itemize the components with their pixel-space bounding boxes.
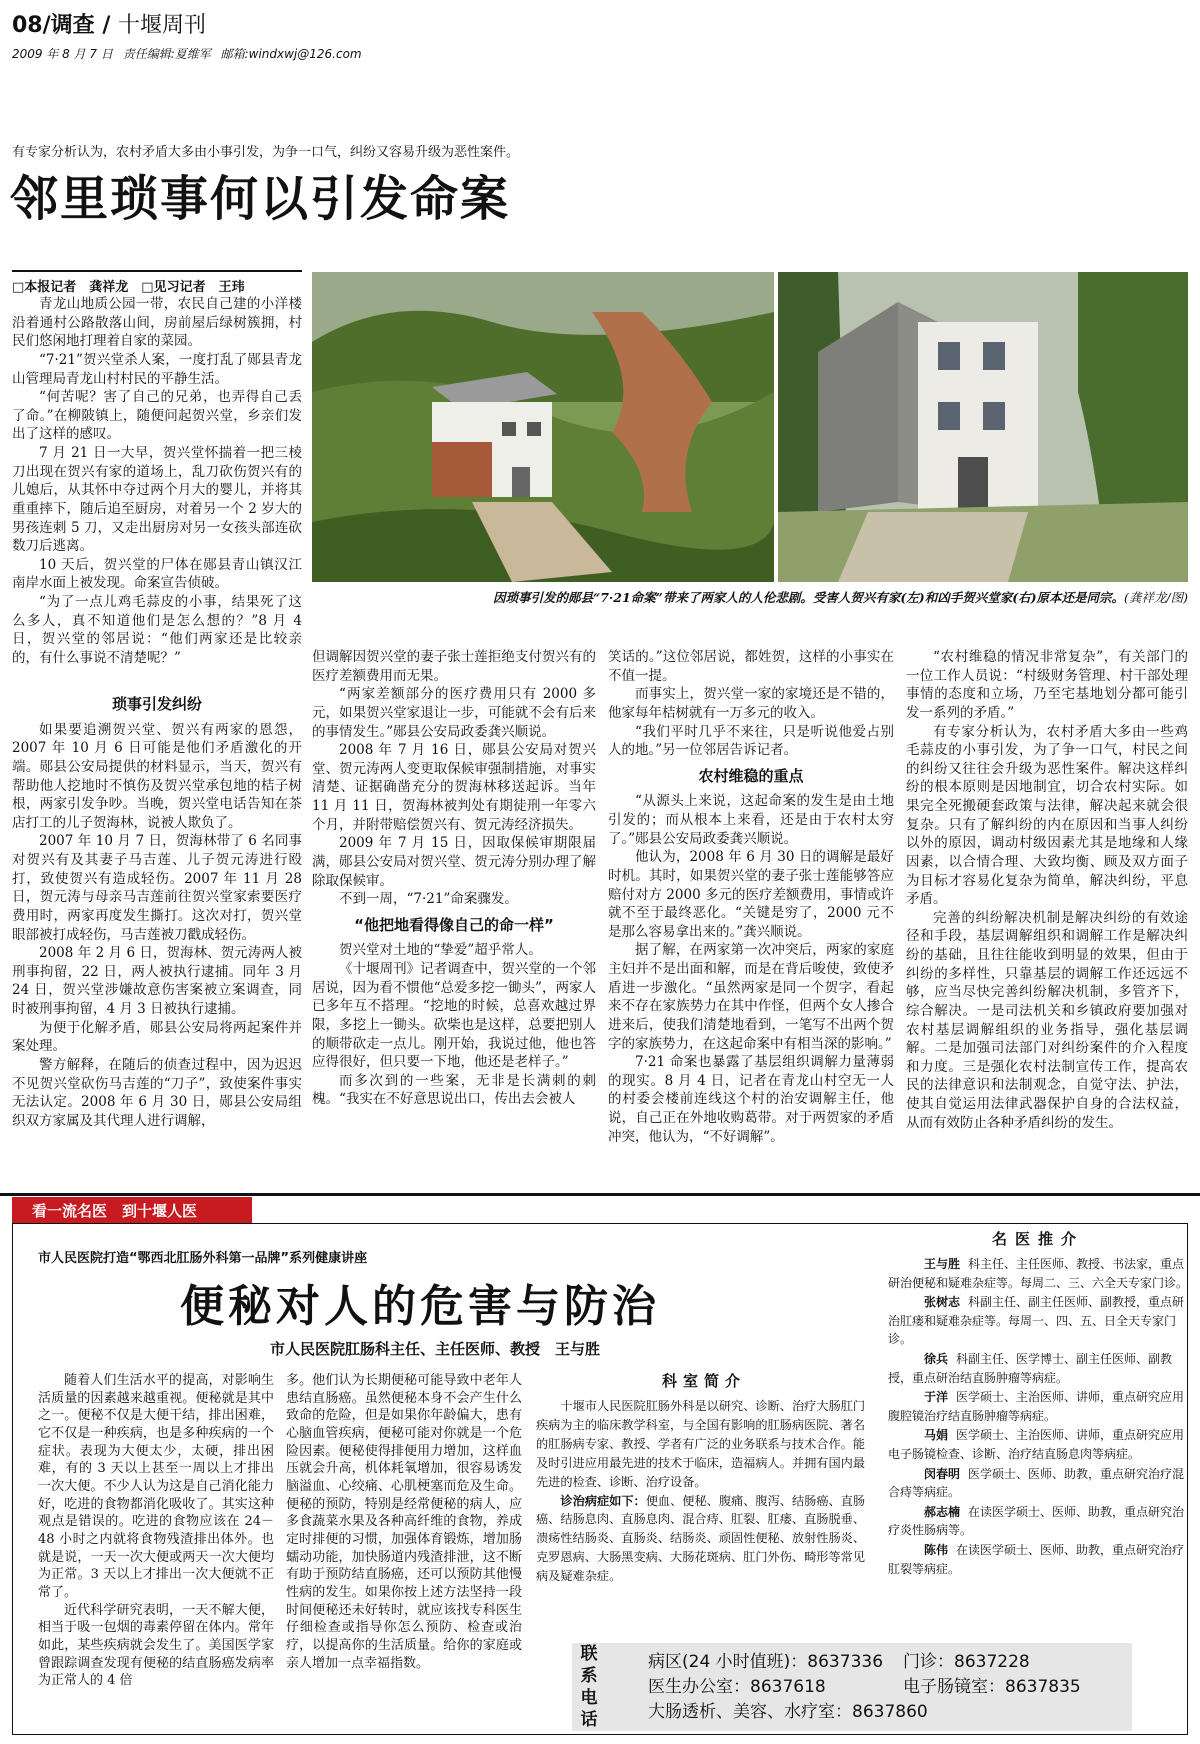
ad-headline: 便秘对人的危害与防治 <box>180 1281 660 1332</box>
expert-item <box>888 1350 1188 1387</box>
experts-title: 名医推介 <box>991 1230 1084 1248</box>
paragraph: 多。他们认为长期便秘可能导致中老年人患结直肠癌。虽然便秘本身不会产生什么致命的危险，但是如果你年龄偏大，患有心脑血管疾病，便秘可能对你就是一个危险因素。便秘使得排便用力增加，这样血压就会升高，机体耗氧增加，很容易诱发脑溢血、心绞痛、心肌梗塞而危及生命。便秘的预防，特别是经常便秘的病人，应多食蔬菜水果及各种高纤维的食物，养成定时排便的习惯，加强体育锻炼，增加肠蠕动功能，加快肠道内残渣排泄，这不断有助于预防结直肠癌，还可以预防其他慢性病的发生。如果你按上述方法坚持一段时间便秘还未好转时，就应该找专科医生仔细检查或指导你怎么预防、检查或治疗，以提高你的生活质量。给你的家庭或亲人增加一点幸福指数。 <box>286 1373 522 1671</box>
contact-row <box>648 1650 1118 1675</box>
expert-desc: 在读医学硕士、医师、助教，重点研究治疗肛裂等病症。 <box>888 1542 1185 1576</box>
editor-email: 邮箱:windxwj@126.com <box>220 47 362 61</box>
paragraph: 他认为，2008 年 6 月 30 日的调解是最好时机。其时，如果贺兴堂的妻子张士莲能够答应赔付对方 2000 多元的医疗差额费用，事情或许就不至于最终恶化。“关键是穷了，2000 元不是那么容易拿出来的。”龚兴顺说。 <box>608 849 894 940</box>
article-column-1b <box>12 688 302 1186</box>
article-byline: □本报记者 龚祥龙 □见习记者 王玮 <box>12 270 302 295</box>
paragraph: “为了一点儿鸡毛蒜皮的小事，结果死了这么多人，真不知道他们是怎么想的？”8 月 4 日，贺兴堂的邻居说：“他们两家还是比较亲的，有什么事说不清楚呢？” <box>12 594 302 666</box>
paragraph: 2008 年 2 月 6 日，贺海林、贺元涛两人被刑事拘留，22 日，两人被执行逮捕。同年 3 月 24 日，贺兴堂涉嫌故意伤害案被立案调查，同时被刑事拘留，4 月 3 日被执行逮捕。 <box>12 945 302 1018</box>
photo-victim-house-drawing <box>312 272 774 582</box>
publication-name: 十堰周刊 <box>118 13 207 38</box>
section-name: 调查 <box>50 13 95 38</box>
paragraph: 2008 年 7 月 16 日，郧县公安局对贺兴堂、贺元涛两人变更取保候审强制措施，对事实清楚、证据确凿充分的贺海林移送起诉。当年 11 月 11 日，贺海林被判处有期徒刑一年零六个月，并附带赔偿贺兴有、贺元涛经济损失。 <box>312 742 596 833</box>
paragraph: 《十堰周刊》记者调查中，贺兴堂的一个邻居说，因为看不惯他“总爱多挖一锄头”，两家人已多年互不搭理。“挖地的时候，总喜欢越过界限，多挖上一锄头。砍柴也是这样，总要把别人的顺带砍走一点儿。刚开始，我说过他，他也答应得很好，但只要一下地，他还是老样子。” <box>312 961 596 1071</box>
ad-subtitle: 市人民医院打造“鄂西北肛肠外科第一品牌”系列健康讲座 <box>38 1251 368 1266</box>
paragraph: 贺兴堂对土地的“挚爱”超乎常人。 <box>339 942 542 959</box>
department-intro-text: 十堰市人民医院肛肠外科是以研究、诊断、治疗大肠肛门疾病为主的临床教学科室，与全国有影响的肛肠病医院、著名的肛肠病专家、教授、学者有广泛的业务联系与技术合作。能及时引进应用最先进的技术于临床，造福病人。并拥有国内最先进的检查、诊断、治疗设备。 <box>536 1399 866 1489</box>
page-number: 08/ <box>12 13 51 38</box>
paragraph: “两家差额部分的医疗费用只有 2000 多元，如果贺兴堂家退让一步，可能就不会有后来的事情发生。”郧县公安局政委龚兴顺说。 <box>312 686 596 740</box>
ad-tag: 看一流名医 到十堰人医 <box>12 1197 252 1223</box>
editor-credit: 责任编辑:夏维军 <box>122 47 211 61</box>
paragraph: 而事实上，贺兴堂一家的家境还是不错的，他家每年桔树就有一万多元的收入。 <box>608 686 894 721</box>
paragraph: “7·21”贺兴堂杀人案，一度打乱了郧县青龙山管理局青龙山村村民的平静生活。 <box>12 351 302 387</box>
expert-item <box>888 1541 1188 1578</box>
ad-column-1 <box>38 1372 274 1730</box>
paragraph: 7·21 命案也暴露了基层组织调解力量薄弱的现实。8 月 4 日，记者在青龙山村空无一人的村委会楼前连线这个村的治安调解主任，他说，自己正在外地收购葛带。对于两贺家的矛盾冲突，他认为，“不好调解”。 <box>608 1054 894 1145</box>
contact-label-char: 电 <box>580 1688 598 1708</box>
contact-label-char: 话 <box>580 1710 598 1730</box>
expert-name: 张树志 <box>924 1295 961 1310</box>
article-column-3 <box>608 648 894 1186</box>
paragraph: 10 天后，贺兴堂的尸体在郧县青山镇汉江南岸水面上被发现。命案宣告侦破。 <box>12 556 302 592</box>
phone-office: 医生办公室：8637618 <box>648 1677 826 1697</box>
contact-label-char: 系 <box>580 1666 598 1686</box>
masthead <box>12 8 1188 68</box>
photo-suspect-house-drawing <box>778 272 1188 582</box>
paragraph: 随着人们生活水平的提高，对影响生活质量的因素越来越重视。便秘就是其中之一。便秘不仅是大便干结，排出困难，它不仅是一种疾病，也是多种疾病的一个症状。表现为大便太少，太硬，排出困难，有的 3 天以上甚至一周以上才排出一次大便。不少人认为这是自己消化能力好，吃进的食物都消化吸收了。其实这种观点是错误的。吃进的食物应该在 24－48 小时之内就将食物残渣排出体外。也就是说，一天一次大便或两天一次大便均为正常。3 天以上才排出一次大便就不正常了。 <box>38 1373 274 1601</box>
expert-item <box>888 1426 1188 1463</box>
section-header: 08/调查 / 十堰周刊 <box>12 13 207 38</box>
expert-desc: 医学硕士、主治医师、讲师，重点研究应用电子肠镜检查、诊断、治疗结直肠息肉等病症。 <box>888 1428 1185 1461</box>
expert-desc: 科主任、主任医师、教授、书法家，重点研治便秘和疑难杂症等。每周二、三、六全天专家门诊。 <box>888 1257 1189 1290</box>
subhead-land: “他把地看得像自己的命一样” <box>354 915 554 934</box>
expert-item <box>888 1388 1188 1425</box>
photo-credit: (龚祥龙/图) <box>1124 590 1188 605</box>
paragraph: 警方解释，在随后的侦查过程中，因为迟迟不见贺兴堂砍伤马吉莲的“刀子”，致使案件事实无法认定。2008 年 6 月 30 日，郧县公安局组织双方家属及其代理人进行调解， <box>12 1056 302 1129</box>
expert-desc: 医学硕士、主治医师、讲师，重点研究应用腹腔镜治疗结直肠肿瘤等病症。 <box>888 1390 1185 1423</box>
expert-name: 徐兵 <box>924 1351 949 1366</box>
paragraph: “何苦呢？害了自己的兄弟，也弄得自己丢了命。”在柳陂镇上，随便问起贺兴堂，乡亲们发出了这样的感叹。 <box>12 389 302 443</box>
photo-suspect-house <box>778 272 1188 582</box>
paragraph: 青龙山地质公园一带，农民自己建的小洋楼沿着通村公路散落山间，房前屋后绿树簇拥，村民们悠闲地打理着自家的菜园。 <box>12 296 302 350</box>
contact-label-char: 联 <box>580 1644 598 1664</box>
expert-item <box>888 1255 1188 1292</box>
paragraph: 如果要追溯贺兴堂、贺兴有两家的恩怨，2007 年 10 月 6 日可能是他们矛盾激化的开端。郧县公安局提供的材料显示，当天，贺兴有帮助他人挖地时不慎伤及贺兴堂承包地的桔子树根，两家引发争吵。当晚，贺兴堂电话告知在茶店打工的儿子贺海林，说被人欺负了。 <box>12 721 302 831</box>
paragraph: 不到一周，“7·21”命案骤发。 <box>339 891 518 908</box>
department-title: 科室简介 <box>661 1372 746 1390</box>
paragraph: 而多次到的一些案，无非是长满刺的刺槐。“我实在不好意思说出口，传出去会被人 <box>312 1072 596 1108</box>
section-divider <box>0 1193 1200 1196</box>
article-kicker: 有专家分析认为，农村矛盾大多由小事引发，为争一口气，纠纷又容易升级为恶性案件。 <box>12 145 520 160</box>
paragraph: 为便于化解矛盾，郧县公安局将两起案件并案处理。 <box>12 1019 302 1055</box>
contact-row <box>648 1700 1118 1725</box>
expert-name: 王与胜 <box>924 1257 961 1271</box>
subhead-stability: 农村维稳的重点 <box>698 766 804 785</box>
photo-victim-house <box>312 272 774 582</box>
expert-item <box>888 1465 1188 1502</box>
expert-name: 马娟 <box>924 1428 949 1443</box>
article-headline: 邻里琐事何以引发命案 <box>10 171 511 227</box>
paragraph: 有专家分析认为，农村矛盾大多由一些鸡毛蒜皮的小事引发，为了争一口气，村民之间的纠纷又往往会升级为恶性案件。解决这样纠纷的根本原则是因地制宜，切合农村实际。如果完全死搬硬套政策与法律，解决起来就会很复杂。只有了解纠纷的内在原因和当事人纠纷以外的原因，调动村级因素尤其是地缘和人缘因素，以合情合理、大致均衡、顾及双方面子为目标才容易化复杂为简单，解决纠纷，平息矛盾。 <box>906 723 1188 908</box>
contact-label <box>576 1643 602 1731</box>
expert-item <box>888 1293 1188 1349</box>
paragraph: 笑话的。”这位邻居说，都姓贺，这样的小事实在不值一提。 <box>608 649 894 684</box>
expert-item <box>888 1503 1188 1540</box>
expert-desc: 在读医学硕士、医师、助教，重点研究治疗炎性肠病等。 <box>888 1504 1185 1538</box>
paragraph: “我们平时几乎不来往，只是听说他爱占别人的地。”另一位邻居告诉记者。 <box>608 723 894 759</box>
photo-strip <box>312 272 1188 582</box>
expert-desc: 科副主任、副主任医师、副教授，重点研治肛瘘和疑难杂症等。每周一、四、五、日全天专家门诊。 <box>888 1295 1185 1347</box>
department-scope-label: 诊治病症如下： <box>560 1493 646 1508</box>
article-column-1 <box>12 295 302 685</box>
contact-numbers <box>648 1650 1118 1725</box>
paragraph: 2009 年 7 月 15 日，因取保候审期限届满，郧县公安局对贺兴堂、贺元涛分别办理了解除取保候审。 <box>312 835 596 889</box>
photo-caption <box>312 588 1188 606</box>
department-scope-text: 便血、便秘、腹痛、腹泻、结肠癌、直肠癌、结肠息肉、直肠息肉、混合痔、肛裂、肛瘘、直肠脱垂、溃疡性结肠炎、直肠炎、结肠炎、顽固性便秘、放射性肠炎、克罗恩病、大肠黑变病、大肠花斑病、肛门外伤、畸形等常见病及疑难杂症。 <box>536 1493 866 1584</box>
ad-column-2 <box>286 1372 522 1730</box>
department-intro <box>536 1370 872 1630</box>
phone-hydrotherapy: 大肠透析、美容、水疗室：8637860 <box>648 1702 928 1722</box>
expert-list <box>888 1222 1188 1622</box>
paragraph: “从源头上来说，这起命案的发生是由土地引发的；而从根本上来看，还是由于农村太穷了。”郧县公安局政委龚兴顺说。 <box>608 793 894 847</box>
paragraph: 完善的纠纷解决机制是解决纠纷的有效途径和手段，基层调解组织和调解工作是解决纠纷的基础，且往往能收到明显的效果，但由于纠纷的多样性，只靠基层的调解工作还远远不够，应当尽快完善纠纷解决机制，多管齐下，综合解决。一是司法机关和乡镇政府要加强对农村基层调解组织的业务指导，强化基层调解。二是加强司法部门对纠纷案件的介入程度和力度。三是强化农村法制宣传工作，提高农民的法律意识和法制观念，自觉守法、护法，使其自觉运用法律武器保护自身的合法权益，从而有效防止各种矛盾纠纷的发生。 <box>906 909 1188 1131</box>
phone-clinic: 门诊：8637228 <box>903 1652 1030 1672</box>
paragraph: 但调解因贺兴堂的妻子张士莲拒绝支付贺兴有的医疗差额费用而无果。 <box>312 649 596 684</box>
expert-name: 于洋 <box>924 1390 949 1405</box>
phone-ward: 病区(24 小时值班)：8637336 <box>648 1652 884 1672</box>
paragraph: 7 月 21 日一大早，贺兴堂怀揣着一把三棱刀出现在贺兴有家的道场上，乱刀砍伤贺兴有的儿媳后，从其怀中夺过两个月大的婴儿，并将其重重摔下，随后追至厨房，对着另一个 2 岁大的男孩连刺 5 刀，又走出厨房对另一女孩头部连砍数刀后逃离。 <box>12 445 302 555</box>
phone-endoscopy: 电子肠镜室：8637835 <box>903 1677 1081 1697</box>
paragraph: “农村维稳的情况非常复杂”，有关部门的一位工作人员说：“村级财务管理、村干部处理事情的态度和立场，乃至宅基地划分都可能引发一系列的矛盾。” <box>906 649 1188 721</box>
issue-meta <box>12 45 1188 62</box>
subhead-dispute: 琐事引发纠纷 <box>111 695 202 713</box>
paragraph: 2007 年 10 月 7 日，贺海林带了 6 名同事对贺兴有及其妻子马吉莲、儿子贺元涛进行殴打，致使贺兴有造成轻伤。2007 年 11 月 28 日，贺元涛与母亲马吉莲前往贺兴堂家索要医疗费用时，两家再度发生撕打。这次对打，贺兴堂眼部被打成轻伤，马吉莲被刀戳成轻伤。 <box>12 833 302 943</box>
paragraph: 近代科学研究表明，一天不解大便，相当于吸一包烟的毒素停留在体内。常年如此，某些疾病就会发生了。美国医学家曾跟踪调查发现有便秘的结直肠癌发病率为正常人的 4 倍 <box>38 1602 274 1689</box>
expert-desc: 医学硕士、医师、助教，重点研究治疗混合痔等病症。 <box>888 1466 1185 1500</box>
article-column-4 <box>906 648 1188 1186</box>
paragraph: 据了解，在两家第一次冲突后，两家的家庭主妇并不是出面和解，而是在背后唆使，致使矛盾进一步激化。“虽然两家是同一个贺字，看起来不存在家族势力在其中作怪，但两个女人掺合进来后，使我们清楚地看到，一笔写不出两个贺字的家族势力，在这起命案中有相当深的影响。” <box>608 942 894 1052</box>
ad-author: 市人民医院肛肠科主任、主任医师、教授 王与胜 <box>270 1340 601 1358</box>
contact-row <box>648 1675 1118 1700</box>
department-scope <box>536 1492 872 1587</box>
expert-name: 郝志楠 <box>924 1504 961 1519</box>
issue-date: 2009 年 8 月 7 日 <box>12 47 113 61</box>
expert-desc: 科副主任、医学博士、副主任医师、副教授，重点研治结直肠肿瘤等病症。 <box>888 1351 1173 1385</box>
expert-name: 陈伟 <box>924 1542 949 1557</box>
photo-caption-text: 因琐事引发的郧县“7·21命案”带来了两家人的人伦悲剧。受害人贺兴有家(左)和凶手贺兴堂家(右)原本还是同宗。 <box>493 590 1125 605</box>
article-column-2 <box>312 648 596 1186</box>
expert-name: 闵春明 <box>924 1466 961 1481</box>
